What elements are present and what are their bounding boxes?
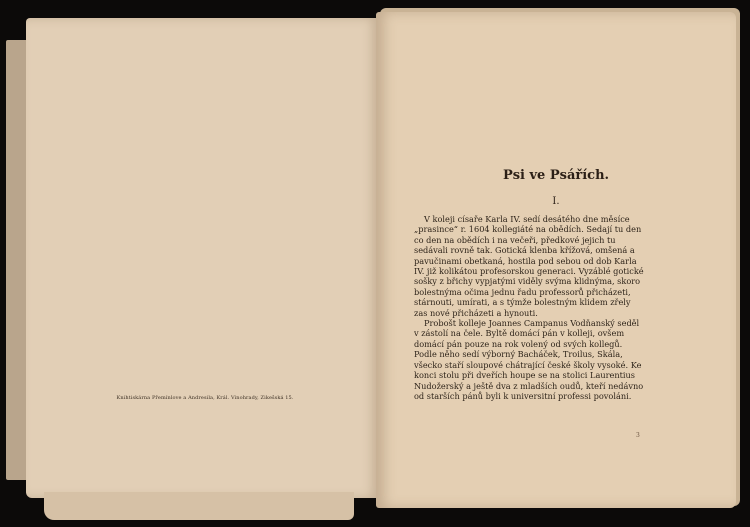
left-page-torn-edge: [44, 492, 354, 520]
body-text: [414, 214, 644, 401]
printer-imprint: Knihtiskárna Přemínlove a Andresila, Král. Vinohrady, Zikešská 15.: [116, 395, 294, 401]
section-number: I.: [552, 196, 560, 207]
paragraph-1: V koleji císaře Karla IV. sedí desátého dne měsíce „prasince“ r. 1604 kollegiáté na obědích. Sedají tu den co den na obědích i na večeři, předkové jejich tu sedávali rovně tak. Gotická klenba křížová, omšená a pavučinami obetkaná, hostila pod sebou od dob Karla IV. již kolikátou profesorskou generaci. Vyzáblé gotické sošky z břichy vypjatými viděly svýma klidnýma, skoro bolestnýma očima jednu řadu professorů přicházeti, stárnouti, umírati, a s týmže bolestným klidem zřely zas nové přicházeti a hynouti.: [414, 214, 644, 318]
page-number: 3: [636, 432, 640, 439]
left-page: [26, 18, 378, 498]
chapter-title: Psi ve Psářích.: [502, 168, 610, 183]
paragraph-2: Probošt kolleje Joannes Campanus Vodňanský seděl v zástolí na čele. Byltě domácí pán v kolleji, ovšem domácí pán pouze na rok volený od svých kollegů. Podle něho sedí výborný Bacháček, Troilus, Skála, všecko staří sloupové chátrající české školy vysoké. Ke konci stolu při dveřích houpe se na stolici Laurentius Nudožerský a ještě dva z mladších oudů, kteří nedávno od starších pánů byli k universitní professi povoláni.: [414, 318, 644, 401]
